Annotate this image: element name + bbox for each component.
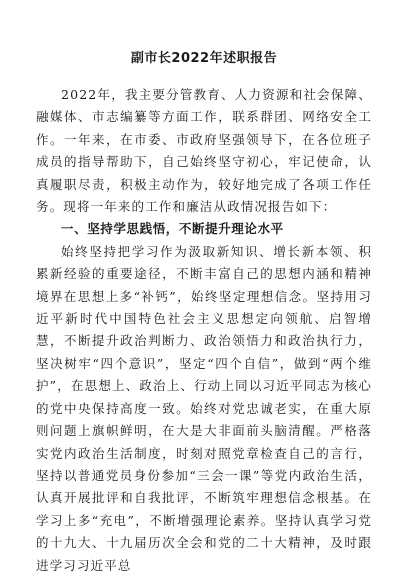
intro-paragraph: 2022年，我主要分管教育、人力资源和社会保障、融媒体、市志编纂等方面工作，联系群团、网络安全工作。一年来，在市委、市政府坚强领导下，在各位班子成员的指导帮助下，自己始终坚守初心，牢记使命，认真履职尽责，积极主动作为，较好地完成了各项工作任务。现将一年来的工作和廉洁从政情况报告如下： (36, 87, 372, 215)
section-1-heading: 一、坚持学思践悟，不断提升理论水平 (61, 221, 284, 237)
report-document (36, 50, 372, 577)
document-title: 副市长2022年述职报告 (130, 51, 278, 66)
section-1-paragraph: 始终坚持把学习作为汲取新知识、增长新本领、积累新经验的重要途径，不断丰富自己的思想内涵和精神境界在思想上多“补钙”，始终坚定理想信念。坚持用习近平新时代中国特色社会主义思想定向领航、启智增慧，不断提升政治判断力、政治领悟力和政治执行力，坚决树牢“四个意识”，坚定“四个自信”，做到“两个维护”，在思想上、政治上、行动上同以习近平同志为核心的党中央保持高度一致。始终对党忠诚老实，在重大原则问题上旗帜鲜明，在大是大非面前头脑清醒。严格落实党内政治生活制度，时刻对照党章检查自己的言行，坚持以普通党员身份参加“三会一课”等党内政治生活，认真开展批评和自我批评，不断筑牢理想信念根基。在学习上多“充电”，不断增强理论素养。坚持认真学习党的十九大、十九届历次全会和党的二十大精神，及时跟进学习习近平总 (36, 243, 372, 573)
